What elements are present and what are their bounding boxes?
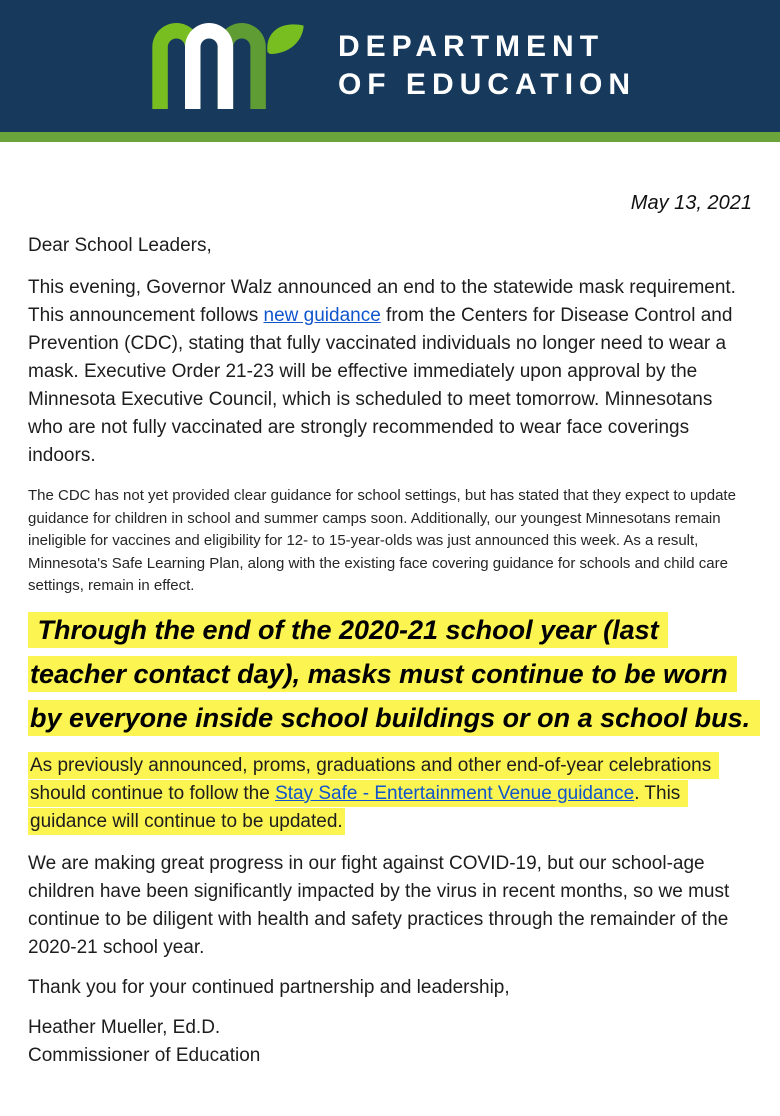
department-header [0, 0, 780, 132]
green-accent-stripe [0, 132, 780, 142]
closing-line: Thank you for your continued partnership and leadership, [28, 976, 510, 998]
letter-content [0, 190, 780, 1090]
letter-date: May 13, 2021 [630, 192, 752, 214]
paragraph-cdc-details: The CDC has not yet provided clear guidance for school settings, but has stated that they expect to update guidance for children in school and summer camps soon. Additionally, our youngest Minnesotans remain ineligible for vaccines and eligibility for 12- to 15-year-olds was just announced this week. As a result, Minnesota's Safe Learning Plan, along with the existing face covering guidance for schools and child care settings, remain in effect. [28, 487, 736, 594]
paragraph-announcement-before-link: This evening, Governor Walz announced an end to the statewide mask requirement. This announcement follows [28, 277, 736, 326]
signature-block [28, 1014, 752, 1070]
paragraph-celebrations [28, 752, 752, 836]
paragraph-announcement-after-link: from the Centers for Disease Control and Prevention (CDC), stating that fully vaccinated individuals no longer need to wear a mask. Executive Order 21-23 will be effective immediately upon approval by the Minnesota Executive Council, which is scheduled to meet tomorrow. Minnesotans who are not fully vaccinated are strongly recommended to wear face coverings indoors. [28, 305, 733, 466]
mask-requirement-heading-text: Through the end of the 2020-21 school year (last teacher contact day), masks must continue to be worn by everyone inside school buildings or on a school bus. [28, 612, 760, 736]
paragraph-celebrations-before-link: As previously announced, proms, graduations and other end-of-year celebrations should continue to follow the [30, 754, 717, 804]
department-wordmark-line1: DEPARTMENT [337, 30, 605, 63]
mn-logo-graphic [144, 23, 312, 109]
minnesota-mn-logo [144, 23, 312, 109]
paragraph-celebrations-after-link: . This guidance will continue to be updated. [30, 782, 686, 832]
stay-safe-entertainment-venue-guidance-link[interactable]: Stay Safe - Entertainment Venue guidance [275, 782, 635, 804]
paragraph-announcement [28, 274, 752, 470]
mask-requirement-heading [28, 608, 758, 740]
signature-name: Heather Mueller, Ed.D. [28, 1016, 221, 1038]
department-wordmark-line2: OF EDUCATION [337, 68, 637, 101]
department-wordmark [338, 28, 636, 104]
paragraph-progress: We are making great progress in our fight against COVID-19, but our school-age children have been significantly impacted by the virus in recent months, so we must continue to be diligent with health and safety practices through the remainder of the 2020-21 school year. [28, 852, 730, 958]
salutation: Dear School Leaders, [28, 235, 212, 256]
signature-title: Commissioner of Education [28, 1044, 261, 1066]
new-guidance-link[interactable]: new guidance [263, 305, 381, 326]
